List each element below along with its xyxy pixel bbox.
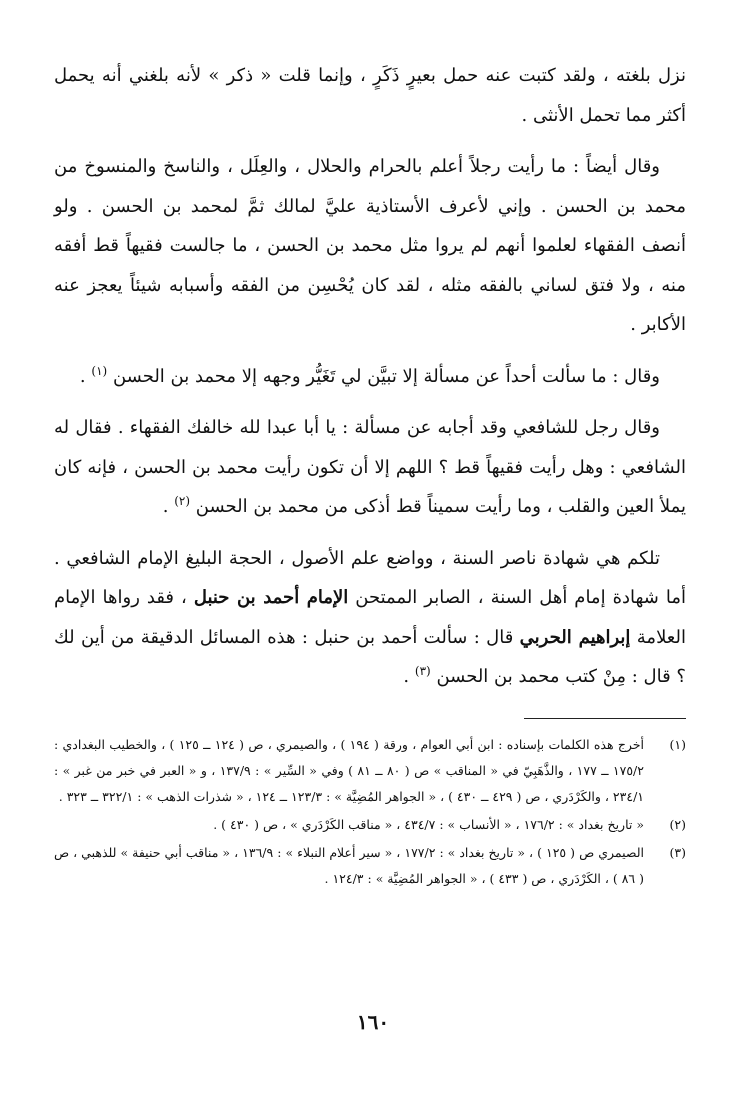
- footnote-separator: [524, 718, 686, 719]
- paragraph-2-text: وقال أيضاً : ما رأيت رجلاً أعلم بالحرام والحلال ، والعِلَل ، والناسخ والمنسوخ من محمد بن الحسن . وإني لأعرف الأستاذية عليَّ لمالك ثمَّ لمحمد بن الحسن . ولو أنصف الفقهاء لعلموا أنهم لم يروا مثل محمد بن الحسن ، ما جالست فقيهاً قط أفقه منه ، ولا فتق لساني بالفقه مثله ، لقد كان يُحْسِن من الفقه وأسبابه شيئاً يعجز عنه الأكابر .: [54, 156, 686, 335]
- page-number: ١٦٠: [356, 1010, 390, 1034]
- footnote-1-text: أخرج هذه الكلمات بإسناده : ابن أبي العوام ، ورقة ( ١٩٤ ) ، والصيمري ، ص ( ١٢٤ ــ ١٢٥ ) ، والخطيب البغدادي : ١٧٥/٢ ــ ١٧٧ ، والذَّهَبِيّ في « المناقب » ص ( ٨٠ ــ ٨١ ) وفي « السِّير » : ١٣٧/٩ ، و « العبر في خبر من غبر » : ٢٣٤/١ ، والكَرْدَري ، ص ( ٤٢٩ ــ ٤٣٠ ) ، « الجواهر المُضِيَّة » : ١٢٣/٣ ــ ١٢٤ ، « شذرات الذهب » : ٣٢٢/١ ــ ٣٢٣ .: [54, 737, 644, 804]
- paragraph-1: [54, 56, 686, 135]
- footnote-1: [54, 732, 686, 810]
- footnotes: [54, 732, 686, 894]
- paragraph-3-end: .: [79, 365, 92, 387]
- paragraph-1-text: نزل بلغته ، ولقد كتبت عنه حمل بعيرٍ ذَكَرٍ ، وإنما قلت « ذكر » لأنه بلغني أنه يحمل أكثر مما تحمل الأنثى .: [54, 65, 686, 126]
- paragraph-5-text-c: قال : سألت أحمد بن حنبل : هذه المسائل الدقيقة من أين لك ؟ قال : مِنْ كتب محمد بن الحسن: [54, 626, 686, 687]
- paragraph-5-text-b: ، فقد رواها الإمام العلامة: [54, 587, 686, 648]
- paragraph-5-end: .: [403, 666, 415, 687]
- paragraph-5: [54, 539, 686, 697]
- footnote-1-number: (١): [669, 737, 686, 752]
- footnote-3-text: الصيمري ص ( ١٢٥ ) ، « تاريخ بغداد » : ١٧٧/٢ ، « سير أعلام النبلاء » : ١٣٦/٩ ، « مناقب أبي حنيفة » للذهبي ، ص ( ٨٦ ) ، الكَرْدَري ، ص ( ٤٣٣ ) ، « الجواهر المُضِيَّة » : ١٢٤/٣ .: [54, 845, 645, 886]
- footnote-2-number: (٢): [669, 817, 686, 832]
- name-ibrahim-al-harbi: إبراهيم الحربي: [519, 626, 631, 648]
- paragraph-5-text-a: تلكم هي شهادة ناصر السنة ، وواضع علم الأصول ، الحجة البليغ الإمام الشافعي . أما شهادة إمام أهل السنة ، الصابر الممتحن: [54, 547, 686, 608]
- footnote-ref-1[interactable]: (١): [91, 363, 108, 378]
- footnote-3-number: (٣): [669, 845, 686, 860]
- paragraph-4-end: .: [162, 496, 175, 517]
- footnote-ref-3[interactable]: (٣): [414, 664, 431, 678]
- paragraph-3-text: وقال : ما سألت أحداً عن مسألة إلا تبيَّن لي تَغَيُّر وجهه إلا محمد بن الحسن: [112, 365, 660, 387]
- paragraph-4: [54, 408, 686, 527]
- paragraph-2: [54, 147, 686, 345]
- footnote-2-text: « تاريخ بغداد » : ١٧٦/٢ ، « الأنساب » : ٤٣٤/٧ ، « مناقب الكَرْدَري » ، ص ( ٤٣٠ ) .: [213, 817, 644, 832]
- paragraph-3: [54, 357, 686, 397]
- paragraph-4-text: وقال رجل للشافعي وقد أجابه عن مسألة : يا أبا عبدا لله خالفك الفقهاء . فقال له الشافعي : وهل رأيت فقيهاً قط ؟ اللهم إلا أن تكون رأيت محمد بن الحسن ، فإنه كان يملأ العين والقلب ، وما رأيت سميناً قط أذكى من محمد بن الحسن: [54, 417, 686, 517]
- footnote-ref-2[interactable]: (٢): [174, 494, 191, 508]
- footnote-3: [54, 840, 686, 892]
- name-ahmad-ibn-hanbal: الإمام أحمد بن حنبل: [193, 587, 349, 608]
- main-text: [54, 56, 686, 709]
- footnote-2: [54, 812, 686, 838]
